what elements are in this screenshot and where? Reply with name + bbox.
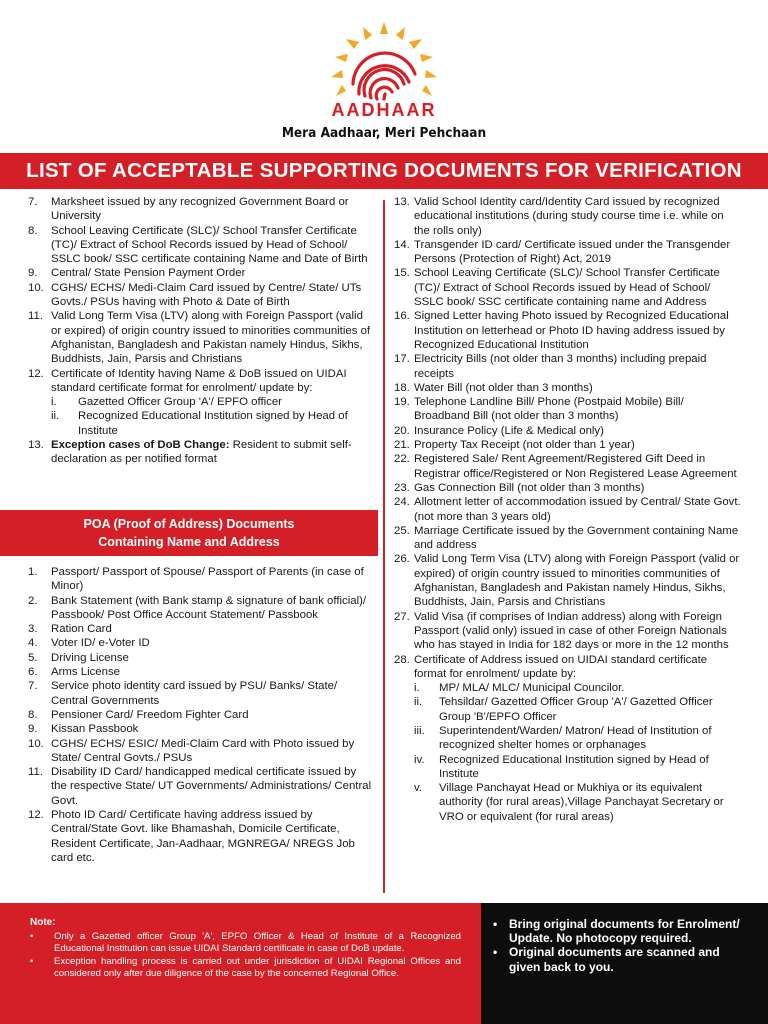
bullet-item [493,945,748,973]
sub-list [51,395,373,438]
sub-list-item [414,724,742,753]
list-item [28,224,373,267]
item-bold-label: Exception cases of DoB Change: [51,439,230,452]
sub-list-item [414,753,742,782]
item-number: 20. [394,424,410,437]
item-text: CGHS/ ECHS/ Medi-Claim Card issued by Centre/ State/ UTs Govts./ PSUs having with Photo & Date of Birth [51,281,362,309]
item-number: 8. [28,224,38,237]
bullet-text: Only a Gazetted officer Group 'A', EPFO Officer & Head of Institute of a Recognized Educational Institution can issue UIDAI Standard certificate in case of DoB update. [54,931,461,955]
list-item [394,238,742,267]
sub-list-item [51,409,373,438]
list-item [28,266,373,280]
item-text: CGHS/ ECHS/ ESIC/ Medi-Claim Card with Photo issued by State/ Central Govts./ PSUs [51,737,355,764]
list-item [28,808,373,865]
list-item [394,424,742,438]
sub-list-item [414,681,742,695]
list-item [394,352,742,381]
item-number: 9. [28,723,38,736]
item-text: Valid Long Term Visa (LTV) along with Foreign Passport (valid or expired) of origin country issued to minorities communities of Afghanistan, Bangladesh and Pakistan namely Hindus, Sikhs, Buddhists, Jain, Parsis and Christians [51,310,371,366]
item-text: Bank Statement (with Bank stamp & signature of bank official)/ Passbook/ Post Office Account Statement/ Passbook [51,594,367,621]
item-text: Gas Connection Bill (not older than 3 months) [414,481,645,494]
bullet-item [30,931,461,955]
list-item [28,367,373,438]
item-number: 24. [394,496,410,509]
list-item [394,495,742,524]
list-item [28,651,373,665]
item-number: 18. [394,381,410,394]
sub-item-number: ii. [414,696,423,709]
note-panel [0,903,481,1024]
item-text: Central/ State Pension Payment Order [51,267,246,280]
bullet-item [493,917,748,945]
item-text: Certificate of Address issued on UIDAI standard certificate format for enrolment/ update by: [414,653,708,680]
item-number: 7. [28,196,38,208]
list-item [28,594,373,623]
item-text: Service photo identity card issued by PSU/ Banks/ State/ Central Governments [51,680,338,707]
list-item [28,565,373,594]
item-number: 23. [394,481,410,494]
item-number: 6. [28,666,38,679]
list-item [28,765,373,808]
list-item [28,665,373,679]
item-text: Marksheet issued by any recognized Government Board or University [51,196,349,223]
item-text: Driving License [51,651,129,664]
poa-section-header [0,510,378,556]
item-number: 25. [394,524,410,537]
poa-list [28,565,373,865]
bullet-text: Bring original documents for Enrolment/ Update. No photocopy required. [509,917,740,946]
sub-item-number: v. [414,782,423,795]
item-text: Photo ID Card/ Certificate having address issued by Central/State Govt. like Bhamashah, Domicile Certificate, Resident Certificate, Jan-Aadhaar, MGNREGA/ NREGS Job card etc. [51,809,355,864]
item-number: 4. [28,637,38,650]
list-item [394,452,742,481]
item-number: 26. [394,553,410,566]
item-number: 10. [28,737,44,750]
item-number: 27. [394,610,410,623]
column-divider [383,200,385,893]
aadhaar-logo-icon [329,22,439,104]
list-item [394,309,742,352]
item-number: 15. [394,267,410,280]
list-item [394,524,742,553]
item-text: Resident to submit self-declaration as per notified format [51,439,352,466]
sub-item-number: iii. [414,724,425,737]
list-item [394,610,742,653]
reminder-panel [481,903,768,1024]
poa-list-continued [394,195,742,824]
sub-item-number: i. [51,396,57,409]
item-text: Insurance Policy (Life & Medical only) [414,424,604,437]
item-text: Certificate of Identity having Name & DoB issued on UIDAI standard certificate format for enrolment/ update by: [51,367,347,394]
item-text: Ration Card [51,623,112,636]
note-title: Note: [30,917,56,928]
item-text: Transgender ID card/ Certificate issued under the Transgender Persons (Protection of Right) Act, 2019 [414,238,731,266]
list-item [394,653,742,825]
list-item [28,281,373,310]
bullet-icon: • [493,917,498,931]
item-number: 10. [28,281,44,294]
item-number: 12. [28,809,44,822]
poa-heading-line1: POA (Proof of Address) Documents [83,517,295,531]
item-text: Telephone Landline Bill/ Phone (Postpaid Mobile) Bill/ Broadband Bill (not older than 3 months) [414,396,684,423]
list-item [28,708,373,722]
list-item [28,195,373,224]
list-item [394,481,742,495]
item-text: Allotment letter of accommodation issued by Central/ State Govt. (not more than 3 years old) [414,496,741,523]
sub-item-number: iv. [414,753,425,766]
item-number: 13. [28,439,44,452]
item-number: 11. [28,310,43,323]
sub-item-text: MP/ MLA/ MLC/ Municipal Councilor. [439,682,625,695]
bullet-icon: • [30,931,34,943]
sub-list-item [414,781,742,824]
item-number: 28. [394,653,410,666]
sub-list-item [51,395,373,409]
item-text: Property Tax Receipt (not older than 1 year) [414,439,635,452]
list-item [28,309,373,366]
item-number: 12. [28,367,44,380]
item-number: 21. [394,439,410,452]
sub-item-text: Superintendent/Warden/ Matron/ Head of Institution of recognized shelter homes or orphanages [439,724,712,752]
page-title: LIST OF ACCEPTABLE SUPPORTING DOCUMENTS FOR VERIFICATION [0,153,768,189]
sub-item-text: Recognized Educational Institution signed by Head of Institute [439,753,709,780]
item-number: 13. [394,196,410,208]
item-text: School Leaving Certificate (SLC)/ School Transfer Certificate (TC)/ Extract of School Records issued by Head of School/ SSLC book/ SSC certificate containing Name and Date of Birth [51,224,368,266]
item-number: 16. [394,310,410,323]
item-text: Passport/ Passport of Spouse/ Passport of Parents (in case of Minor) [51,566,364,593]
poa-heading-line2: Containing Name and Address [98,535,280,549]
list-item [28,622,373,636]
sub-item-text: Tehsildar/ Gazetted Officer Group 'A'/ Gazetted Officer Group 'B'/EPFO Officer [439,696,713,723]
item-text: Signed Letter having Photo issued by Recognized Educational Institution on letterhead or Photo ID having address issued by Recognized Educational Institution [414,310,729,351]
bullet-icon: • [30,955,34,967]
brand-name: AADHAAR [331,100,437,120]
item-text: Pensioner Card/ Freedom Fighter Card [51,708,249,721]
item-text: Valid Long Term Visa (LTV) along with Foreign Passport (valid or expired) of origin country issued to minorities communities of Afghanistan, Bangladesh and Pakistan namely Hindus, Sikhs, Buddhists, Jain, Parsis and Christians [414,553,740,609]
sub-item-text: Recognized Educational Institution signed by Head of Institute [78,410,348,437]
list-item [394,266,742,309]
item-number: 22. [394,453,410,466]
list-item [28,636,373,650]
bullet-item [30,956,461,980]
item-number: 8. [28,708,38,721]
list-item [28,722,373,736]
sub-item-text: Village Panchayat Head or Mukhiya or its equivalent authority (for rural areas),Village Panchayat Secretary or VRO or equivalent (for rural areas) [439,782,724,823]
item-number: 11. [28,766,43,779]
item-text: Kissan Passbook [51,723,139,736]
header [0,0,768,152]
item-number: 17. [394,353,410,366]
sub-item-number: i. [414,682,420,695]
item-text: Arms License [51,666,121,679]
item-number: 9. [28,267,38,280]
list-item [28,737,373,766]
item-text: Voter ID/ e-Voter ID [51,637,150,650]
item-text: Valid School Identity card/Identity Card issued by recognized educational institutions (during study course time i.e. while on the rolls only) [414,196,724,237]
item-number: 1. [28,566,38,578]
item-number: 7. [28,680,38,693]
item-text: School Leaving Certificate (SLC)/ School Transfer Certificate (TC)/ Extract of School Records issued by Head of School/ SSLC book/ SSC certificate containing name and Address [414,267,720,309]
bullet-text: Exception handling process is carried out under jurisdiction of UIDAI Regional Offices and considered only after due diligence of the case by the concerned Regional Office. [54,955,461,979]
sub-item-number: ii. [51,410,60,423]
item-number: 2. [28,594,38,607]
item-number: 3. [28,623,38,636]
item-text: Disability ID Card/ handicapped medical certificate issued by the respective State/ UT Governments/ Administrations/ Central Govt. [51,766,372,807]
tagline: Mera Aadhaar, Meri Pehchaan [281,125,487,141]
poi-list-continued [28,195,373,467]
item-number: 14. [394,238,410,251]
item-text: Registered Sale/ Rent Agreement/Registered Gift Deed in Registrar office/Registered or Non Registered Lease Agreement [414,453,737,480]
sub-list [414,681,742,824]
sub-list-item [414,695,742,724]
item-number: 19. [394,396,410,409]
list-item [394,552,742,609]
list-item [28,438,373,467]
bullet-text: Original documents are scanned and given back to you. [509,945,720,974]
item-text: Electricity Bills (not older than 3 months) including prepaid receipts [414,353,707,380]
list-item [394,438,742,452]
bullet-icon: • [493,945,498,960]
list-item [394,195,742,238]
item-text: Valid Visa (if comprises of Indian address) along with Foreign Passport (valid only) issued in case of other Foreign Nationals who has stayed in India for 182 days or more in the 12 months [414,610,729,652]
sub-item-text: Gazetted Officer Group 'A'/ EPFO officer [78,396,282,409]
item-text: Water Bill (not older than 3 months) [414,381,593,394]
list-item [394,381,742,395]
list-item [394,395,742,424]
list-item [28,679,373,708]
item-number: 5. [28,651,38,664]
item-text: Marriage Certificate issued by the Government containing Name and address [414,524,739,552]
